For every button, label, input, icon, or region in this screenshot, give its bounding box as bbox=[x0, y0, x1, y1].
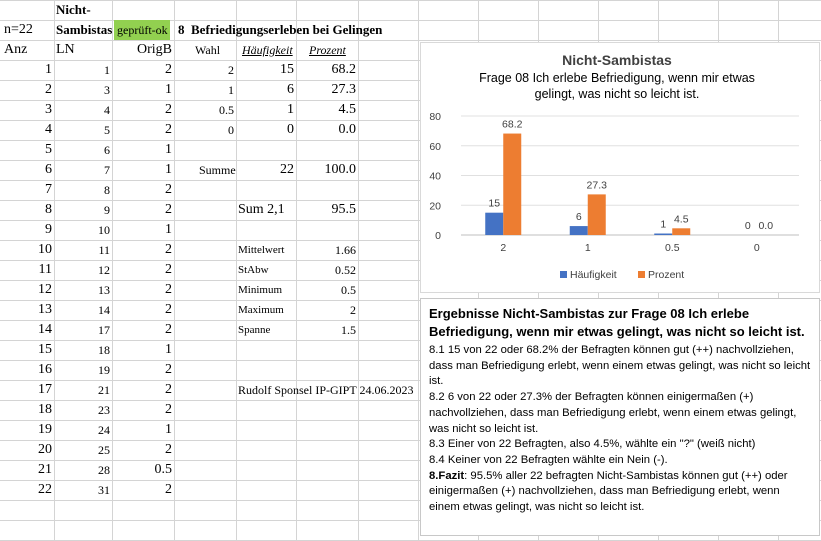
row-ln: 8 bbox=[104, 183, 110, 197]
result-fazit bbox=[429, 469, 813, 516]
row-origb: 2 bbox=[165, 202, 172, 217]
n-label: n=22 bbox=[4, 22, 33, 37]
row-ln: 18 bbox=[98, 343, 110, 357]
row-anz: 22 bbox=[38, 482, 52, 497]
row-anz: 19 bbox=[38, 422, 52, 437]
stat-value: 0.5 bbox=[341, 283, 356, 297]
bar-prozent bbox=[588, 194, 606, 235]
fazit-label: 8.Fazit bbox=[429, 469, 465, 482]
row-origb: 1 bbox=[165, 82, 172, 97]
row-anz: 10 bbox=[38, 242, 52, 257]
row-anz: 15 bbox=[38, 342, 52, 357]
row-origb: 2 bbox=[165, 402, 172, 417]
question-number: 8 bbox=[178, 22, 185, 37]
result-8-4: 8.4 Keiner von 22 Befragten wählte ein Nein (-). bbox=[429, 453, 668, 466]
row-anz: 21 bbox=[38, 462, 52, 477]
stat-label: Maximum bbox=[238, 304, 284, 316]
row-origb: 2 bbox=[165, 382, 172, 397]
bar-chart[interactable] bbox=[420, 42, 820, 293]
data-label: 27.3 bbox=[586, 179, 607, 192]
row-anz: 1 bbox=[45, 62, 52, 77]
bar-haeufigkeit bbox=[654, 234, 672, 235]
results-heading: Ergebnisse Nicht-Sambistas zur Frage 08 Ich erlebe Befriedigung, wenn mir etwas gelingt, was nicht so leicht ist. bbox=[429, 306, 805, 339]
row-anz: 13 bbox=[38, 302, 52, 317]
legend-label: Häufigkeit bbox=[570, 269, 617, 281]
row-origb: 2 bbox=[165, 182, 172, 197]
row-ln: 10 bbox=[98, 223, 110, 237]
row-anz: 4 bbox=[45, 122, 52, 137]
row-ln: 1 bbox=[104, 63, 110, 77]
row-ln: 13 bbox=[98, 283, 110, 297]
row-origb: 2 bbox=[165, 362, 172, 377]
results-text-box[interactable] bbox=[420, 298, 820, 536]
freq-prozent: 68.2 bbox=[331, 62, 356, 77]
group-name-line2: Sambistas bbox=[56, 22, 113, 37]
row-ln: 25 bbox=[98, 443, 110, 457]
row-origb: 2 bbox=[165, 322, 172, 337]
result-8-3: 8.3 Einer von 22 Befragten, also 4.5%, wählte ein "?" (weiß nicht) bbox=[429, 438, 756, 451]
freq-wahl: 1 bbox=[228, 83, 234, 97]
question-title: Befriedigungserleben bei Gelingen bbox=[191, 22, 383, 37]
row-origb: 2 bbox=[165, 282, 172, 297]
stat-value: 0.52 bbox=[335, 263, 356, 277]
row-ln: 21 bbox=[98, 383, 110, 397]
legend-label: Prozent bbox=[648, 269, 685, 281]
row-origb: 2 bbox=[165, 102, 172, 117]
bar-prozent bbox=[503, 134, 521, 235]
fazit-text: : 95.5% aller 22 befragten Nicht-Sambistas können gut (++) oder einigermaßen (+) nachvollziehen, dass man Befriedigung erlebt, wenn einem etwas gelingt, was nicht so leicht ist. bbox=[429, 469, 788, 514]
y-tick-label: 40 bbox=[429, 170, 441, 183]
x-tick-label: 0 bbox=[753, 242, 760, 254]
stat-value: 1.66 bbox=[335, 243, 356, 257]
legend-swatch bbox=[560, 271, 567, 278]
row-ln: 7 bbox=[104, 163, 110, 177]
stat-value: 2 bbox=[350, 303, 356, 317]
y-tick-label: 20 bbox=[429, 200, 441, 213]
bar-haeufigkeit bbox=[570, 226, 588, 235]
col-header-wahl: Wahl bbox=[195, 43, 221, 57]
row-anz: 8 bbox=[45, 202, 52, 217]
col-header-origb: OrigB bbox=[137, 42, 172, 57]
freq-prozent: 4.5 bbox=[338, 102, 356, 117]
row-anz: 3 bbox=[45, 102, 52, 117]
row-anz: 16 bbox=[38, 362, 52, 377]
row-anz: 6 bbox=[45, 162, 52, 177]
row-anz: 12 bbox=[38, 282, 52, 297]
row-ln: 19 bbox=[98, 363, 110, 377]
data-label: 15 bbox=[488, 197, 501, 210]
row-anz: 5 bbox=[45, 142, 52, 157]
x-tick-label: 2 bbox=[500, 242, 507, 254]
group-name-line1: Nicht- bbox=[56, 2, 91, 17]
data-label: 0.0 bbox=[758, 220, 774, 232]
col-header-anz: Anz bbox=[4, 42, 28, 57]
row-ln: 17 bbox=[98, 323, 110, 337]
col-header-prozent: Prozent bbox=[309, 43, 346, 57]
row-anz: 17 bbox=[38, 382, 52, 397]
freq-wahl: 0 bbox=[228, 123, 234, 137]
bar-chart-svg bbox=[421, 43, 819, 292]
bar-haeufigkeit bbox=[485, 213, 503, 235]
row-ln: 12 bbox=[98, 263, 110, 277]
chart-subtitle-line2: gelingt, was nicht so leicht ist. bbox=[534, 87, 700, 101]
row-ln: 31 bbox=[98, 483, 110, 497]
y-tick-label: 60 bbox=[429, 140, 441, 153]
row-origb: 2 bbox=[165, 262, 172, 277]
row-ln: 5 bbox=[104, 123, 110, 137]
chart-subtitle-line1: Frage 08 Ich erlebe Befriedigung, wenn mir etwas bbox=[479, 71, 755, 85]
row-ln: 28 bbox=[98, 463, 110, 477]
row-anz: 20 bbox=[38, 442, 52, 457]
row-origb: 1 bbox=[165, 162, 172, 177]
author-credit: Rudolf Sponsel IP-GIPT 24.06.2023 bbox=[238, 383, 414, 397]
result-8-1: 8.1 15 von 22 oder 68.2% der Befragten können gut (++) nachvollziehen, dass man Befriedigung erlebt, wenn einem etwas gelingt, was nicht so leicht ist. bbox=[429, 344, 811, 388]
row-origb: 1 bbox=[165, 142, 172, 157]
summe-prozent: 100.0 bbox=[324, 162, 356, 177]
x-tick-label: 1 bbox=[584, 242, 591, 254]
data-label: 1 bbox=[660, 218, 667, 231]
row-origb: 2 bbox=[165, 442, 172, 457]
sum21-label: Sum 2,1 bbox=[238, 202, 285, 217]
row-ln: 14 bbox=[98, 303, 110, 317]
freq-prozent: 27.3 bbox=[331, 82, 356, 97]
stat-label: Spanne bbox=[238, 324, 271, 336]
row-ln: 3 bbox=[104, 83, 110, 97]
freq-wahl: 0.5 bbox=[219, 103, 234, 117]
row-ln: 11 bbox=[98, 243, 110, 257]
data-label: 4.5 bbox=[673, 213, 689, 226]
row-anz: 2 bbox=[45, 82, 52, 97]
summe-label: Summe bbox=[199, 163, 236, 177]
freq-haeufigkeit: 1 bbox=[287, 102, 294, 117]
freq-haeufigkeit: 6 bbox=[287, 82, 294, 97]
stat-label: Minimum bbox=[238, 284, 283, 296]
freq-haeufigkeit: 15 bbox=[280, 62, 294, 77]
row-origb: 0.5 bbox=[154, 462, 172, 477]
x-tick-label: 0.5 bbox=[664, 242, 680, 254]
y-tick-label: 0 bbox=[435, 230, 441, 242]
bar-prozent bbox=[672, 228, 690, 235]
row-origb: 2 bbox=[165, 242, 172, 257]
stat-label: Mittelwert bbox=[238, 244, 285, 256]
row-ln: 9 bbox=[104, 203, 110, 217]
row-origb: 1 bbox=[165, 342, 172, 357]
stat-label: StAbw bbox=[238, 264, 269, 276]
checked-badge: geprüft-ok bbox=[114, 20, 170, 40]
freq-haeufigkeit: 0 bbox=[287, 122, 294, 137]
row-ln: 6 bbox=[104, 143, 110, 157]
row-ln: 4 bbox=[104, 103, 110, 117]
row-ln: 24 bbox=[98, 423, 110, 437]
legend-swatch bbox=[638, 271, 645, 278]
data-label: 0 bbox=[744, 220, 751, 232]
freq-prozent: 0.0 bbox=[338, 122, 356, 137]
data-label: 6 bbox=[575, 211, 582, 224]
row-anz: 7 bbox=[45, 182, 52, 197]
row-origb: 1 bbox=[165, 222, 172, 237]
col-header-haeufigkeit: Häufigkeit bbox=[242, 43, 293, 57]
row-origb: 2 bbox=[165, 482, 172, 497]
summe-haeufigkeit: 22 bbox=[280, 162, 294, 177]
result-8-2: 8.2 6 von 22 oder 27.3% der Befragten können einigermaßen (+) nachvollziehen, dass man Befriedigung erlebt, wenn einem etwas gelingt, was nicht so leicht ist. bbox=[429, 391, 797, 435]
row-anz: 18 bbox=[38, 402, 52, 417]
row-anz: 11 bbox=[38, 262, 52, 277]
freq-wahl: 2 bbox=[228, 63, 234, 77]
row-ln: 23 bbox=[98, 403, 110, 417]
stat-value: 1.5 bbox=[341, 323, 356, 337]
row-anz: 14 bbox=[38, 322, 52, 337]
y-tick-label: 80 bbox=[429, 111, 441, 123]
row-origb: 2 bbox=[165, 302, 172, 317]
row-anz: 9 bbox=[45, 222, 52, 237]
col-header-ln: LN bbox=[56, 42, 75, 57]
sum21-value: 95.5 bbox=[331, 202, 356, 217]
row-origb: 2 bbox=[165, 122, 172, 137]
data-label: 68.2 bbox=[502, 118, 523, 131]
chart-title: Nicht-Sambistas bbox=[562, 52, 672, 68]
row-origb: 2 bbox=[165, 62, 172, 77]
row-origb: 1 bbox=[165, 422, 172, 437]
